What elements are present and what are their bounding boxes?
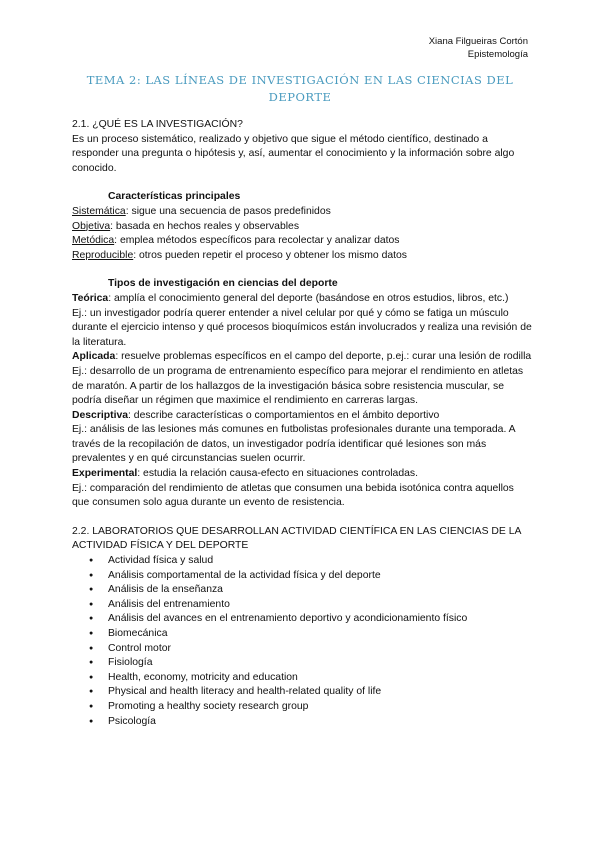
characteristics-title: Características principales: [108, 191, 241, 203]
types-list: [72, 292, 532, 511]
characteristic-item: Reproducible: otros pueden repetir el proceso y obtener los mismo datos: [72, 249, 407, 261]
type-definition: Experimental: estudia la relación causa-efecto en situaciones controladas.: [72, 468, 418, 480]
document-body: [72, 118, 532, 729]
type-definition: Aplicada: resuelve problemas específicos en el campo del deporte, p.ej.: curar una lesión de rodilla: [72, 351, 532, 363]
list-item: ● Fisiología: [72, 656, 532, 671]
list-item: ● Health, economy, motricity and education: [72, 671, 532, 686]
list-item: ● Biomecánica: [72, 627, 532, 642]
list-item: ● Psicología: [72, 715, 532, 730]
author-name: Xiana Filgueiras Cortón: [428, 36, 528, 47]
type-definition: Teórica: amplía el conocimiento general del deporte (basándose en otros estudios, libros, etc.): [72, 292, 509, 304]
subject-name: Epistemología: [467, 49, 528, 60]
page-header: [429, 35, 528, 61]
list-item: ● Análisis del avances en el entrenamiento deportivo y acondicionamiento físico: [72, 612, 532, 627]
type-example: Ej.: comparación del rendimiento de atletas que consumen una bebida isotónica contra aquellos que consumen solo agua durante un evento de resistencia.: [72, 482, 514, 509]
characteristics-list: [72, 205, 532, 263]
list-item: ● Análisis comportamental de la actividad física y del deporte: [72, 569, 532, 584]
type-example: Ej.: un investigador podría querer entender a nivel celular por qué y cómo se fatiga un músculo durante el ejercicio intenso y qué procesos bioquímicos están involucrados y realiza una revisión de la literatura.: [72, 307, 532, 348]
definition-paragraph: Es un proceso sistemático, realizado y objetivo que sigue el método científico, destinado a responder una pregunta o hipótesis y, así, aumentar el conocimiento y la información sobre algo conocido.: [72, 133, 515, 174]
type-definition: Descriptiva: describe características o comportamientos en el ámbito deportivo: [72, 409, 440, 421]
section-2-heading: 2.2. LABORATORIOS QUE DESARROLLAN ACTIVIDAD CIENTÍFICA EN LAS CIENCIAS DE LA ACTIVIDAD FÍSICA Y DEL DEPORTE: [72, 525, 521, 552]
list-item: ● Análisis de la enseñanza: [72, 583, 532, 598]
section-1-heading: 2.1. ¿QUÉ ES LA INVESTIGACIÓN?: [72, 119, 243, 130]
type-example: Ej.: desarrollo de un programa de entrenamiento específico para mejorar el rendimiento en atletas de maratón. A partir de los hallazgos de la investigación básica sobre resistencia muscular, se podría diseñar un régimen que maximice el rendimiento en carreras largas.: [72, 365, 524, 407]
type-example: Ej.: análisis de las lesiones más comunes en futbolistas profesionales durante una temporada. A través de la recopilación de datos, un investigador podría identificar qué lesiones son más prevalentes y en qué circunstancias suelen ocurrir.: [72, 424, 516, 465]
characteristic-item: Metódica: emplea métodos específicos para recolectar y analizar datos: [72, 235, 400, 247]
laboratories-list: [72, 554, 532, 729]
list-item: ● Promoting a healthy society research group: [72, 700, 532, 715]
document-title: TEMA 2: LAS LÍNEAS DE INVESTIGACIÓN EN LAS CIENCIAS DEL DEPORTE: [86, 73, 514, 104]
characteristic-item: Sistemática: sigue una secuencia de pasos predefinidos: [72, 205, 331, 217]
list-item: ● Actividad física y salud: [72, 554, 532, 569]
characteristic-item: Objetiva: basada en hechos reales y observables: [72, 220, 300, 232]
list-item: ● Physical and health literacy and health-related quality of life: [72, 685, 532, 700]
list-item: ● Control motor: [72, 642, 532, 657]
types-title: Tipos de investigación en ciencias del deporte: [108, 278, 338, 290]
list-item: ● Análisis del entrenamiento: [72, 598, 532, 613]
